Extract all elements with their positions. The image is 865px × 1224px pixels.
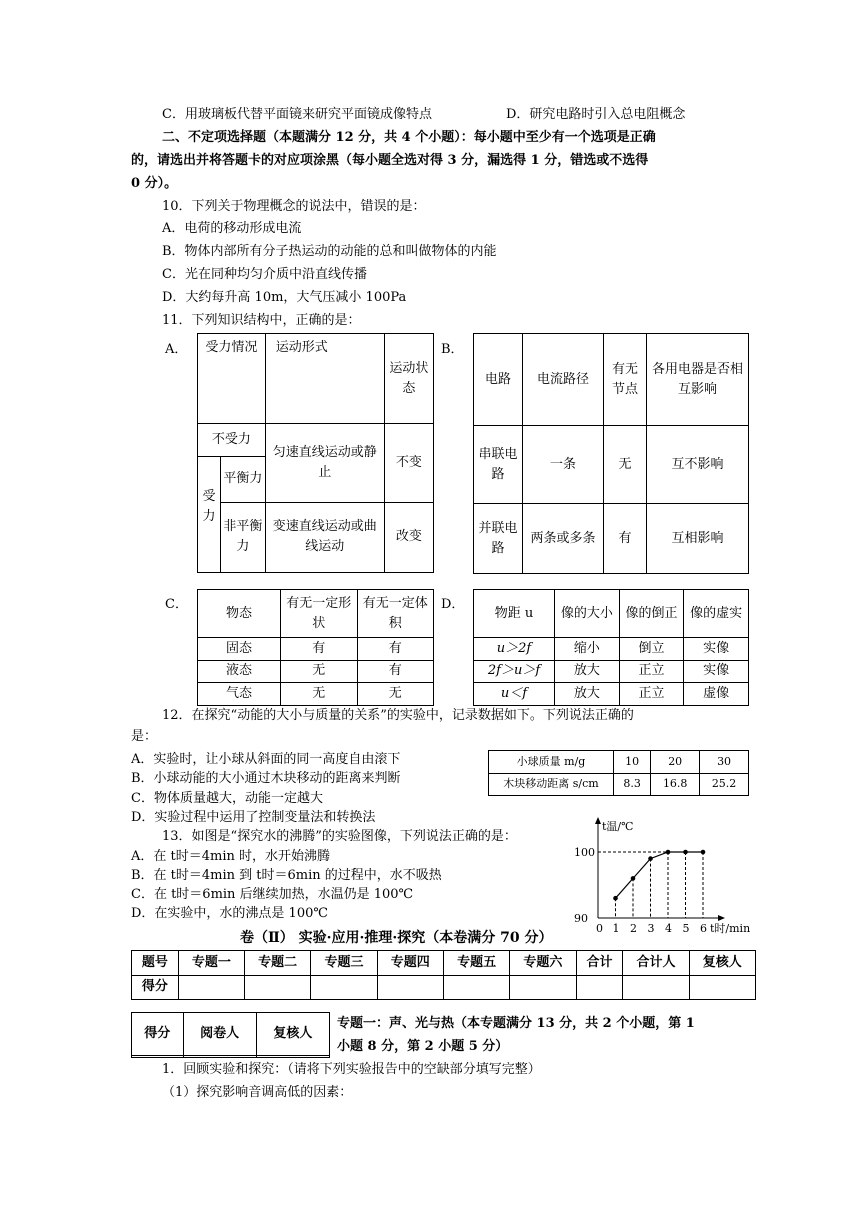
tb-r2c1: 并联电路 [474, 504, 523, 574]
ta-h1: 受力情况 [198, 334, 266, 424]
tb-r2c2: 两条或多条 [523, 504, 604, 574]
x-tick-label: 0 [596, 922, 603, 935]
td-r3c4: 虚像 [684, 683, 749, 706]
small-h1: 阅卷人 [183, 1013, 256, 1056]
data-point [683, 850, 688, 855]
tb-r2c3: 有 [604, 504, 647, 574]
x-tick-label: 4 [665, 922, 672, 935]
small-cell[interactable] [132, 1055, 184, 1057]
td-h2: 像的大小 [555, 590, 620, 638]
tc-r2c3: 有 [357, 660, 434, 683]
q10-stem: 10．下列关于物理概念的说法中，错误的是： [162, 199, 426, 214]
score-h5: 专题五 [443, 951, 509, 976]
data-point [666, 850, 671, 855]
score-h7: 合计 [576, 951, 623, 976]
q11-label-a: A． [165, 342, 188, 357]
tb-r2c4: 互相影响 [647, 504, 749, 574]
q11-label-c: C． [165, 597, 188, 612]
volume2-heading: 卷（Ⅱ） 实验·应用·推理·探究（本卷满分 70 分） [240, 930, 553, 946]
td-r1c3: 倒立 [619, 638, 684, 661]
small-cell[interactable] [256, 1055, 329, 1057]
score-h9: 复核人 [689, 951, 755, 976]
section2-heading-2: 的，请选出并将答题卡的对应项涂黑（每小题全选对得 3 分，漏选得 1 分，错选或不选得 [131, 153, 649, 168]
td-r2c4: 实像 [684, 660, 749, 683]
tb-h3: 有无节点 [604, 334, 647, 426]
tc-h1: 物态 [198, 590, 281, 638]
q9-option-d: D．研究电路时引入总电阻概念 [506, 107, 686, 122]
q12-r1c1: 小球质量 m/g [489, 751, 614, 774]
score-r2-label: 得分 [132, 975, 179, 1000]
td-r3c2: 放大 [555, 683, 620, 706]
td-r2c3: 正立 [619, 660, 684, 683]
score-cell[interactable] [443, 975, 509, 1000]
y-axis-label: t温/℃ [602, 820, 634, 833]
data-point [613, 896, 618, 901]
score-h8: 合计人 [623, 951, 689, 976]
score-h1: 专题一 [178, 951, 244, 976]
q12-stem-2: 是： [131, 729, 158, 744]
score-cell[interactable] [178, 975, 244, 1000]
score-h6: 专题六 [510, 951, 576, 976]
ta-r3c2: 变速直线运动或曲线运动 [265, 502, 384, 572]
ta-r3c1: 非平衡力 [220, 502, 265, 572]
q11-label-d: D． [441, 597, 465, 612]
tb-h1: 电路 [474, 334, 523, 426]
q1-stem [162, 1060, 541, 1080]
q13-stem: 13．如图是“探究水的沸腾”的实验图像，下列说法正确的是： [162, 829, 517, 844]
x-axis-arrow [718, 915, 725, 921]
tc-r1c1: 固态 [198, 638, 281, 661]
td-r1c2: 缩小 [555, 638, 620, 661]
data-point [631, 876, 636, 881]
q11-stem: 11．下列知识结构中，正确的是： [162, 313, 361, 328]
td-h4: 像的虚实 [684, 590, 749, 638]
score-h4: 专题四 [377, 951, 443, 976]
q12-option-d: D．实验过程中运用了控制变量法和转换法 [131, 810, 376, 825]
q12-r1c2: 10 [614, 751, 651, 774]
small-h0: 得分 [132, 1013, 184, 1056]
ta-shouli: 受力 [198, 456, 221, 573]
score-h3: 专题三 [311, 951, 377, 976]
q12-option-a: A．实验时，让小球从斜面的同一高度自由滚下 [131, 752, 401, 767]
q12-r1c3: 20 [651, 751, 700, 774]
td-h1: 物距 u [474, 590, 555, 638]
tc-r2c2: 无 [281, 660, 358, 683]
q12-r2c4: 25.2 [700, 773, 749, 796]
x-tick-label: 2 [630, 922, 637, 935]
x-tick-label: 3 [647, 922, 655, 935]
q11-table-c [197, 589, 434, 706]
ta-r1c1: 不受力 [198, 424, 266, 456]
section2-heading: 二、不定项选择题（本题满分 12 分，共 4 个小题）：每小题中至少有一个选项是正确 [162, 130, 656, 145]
ta-r1c2: 匀速直线运动或静止 [265, 424, 384, 502]
topic1-score-table [131, 1012, 330, 1058]
q12-r2c2: 8.3 [614, 773, 651, 796]
y-axis-arrow [595, 817, 601, 824]
tb-r1c3: 无 [604, 426, 647, 504]
q1-text: 1．回顾实验和探究：（请将下列实验报告中的空缺部分填写完整） [162, 1062, 541, 1077]
q12-data-table [488, 750, 749, 796]
q13-option-a: A．在 t时＝4min 时，水开始沸腾 [131, 849, 331, 864]
score-cell[interactable] [245, 975, 311, 1000]
q12-r2c3: 16.8 [651, 773, 700, 796]
tc-h3: 有无一定体积 [357, 590, 434, 638]
tc-r2c1: 液态 [198, 660, 281, 683]
td-r2c1: 2f＞u＞f [474, 660, 555, 683]
q12-option-c: C．物体质量越大，动能一定越大 [131, 791, 323, 806]
y-tick-label: 90 [574, 912, 588, 925]
tc-r3c1: 气态 [198, 683, 281, 706]
tb-r1c4: 互不影响 [647, 426, 749, 504]
td-r3c1: u＜f [474, 683, 555, 706]
q11-label-b: B． [441, 342, 464, 357]
tc-r1c3: 有 [357, 638, 434, 661]
q10-option-c: C．光在同种均匀介质中沿直线传播 [162, 267, 367, 282]
tb-h4: 各用电器是否相互影响 [647, 334, 749, 426]
score-cell[interactable] [377, 975, 443, 1000]
q10-option-a: A．电荷的移动形成电流 [162, 221, 302, 236]
boiling-chart [560, 814, 760, 936]
y-tick-label: 100 [574, 846, 595, 859]
score-table [131, 950, 756, 1000]
q10-option-b: B．物体内部所有分子热运动的动能的总和叫做物体的内能 [162, 244, 497, 259]
tb-h2: 电流路径 [523, 334, 604, 426]
score-cell[interactable] [311, 975, 377, 1000]
ta-r3c3: 改变 [384, 502, 433, 572]
td-r1c1: u＞2f [474, 638, 555, 661]
data-point [648, 856, 653, 861]
topic1-heading: 专题一：声、光与热（本专题满分 13 分，共 2 个小题，第 1 [337, 1016, 695, 1031]
tb-r1c1: 串联电路 [474, 426, 523, 504]
ta-r1c3: 不变 [384, 424, 433, 502]
td-h3: 像的倒正 [619, 590, 684, 638]
x-axis-label: t时/min [710, 922, 751, 935]
ta-pingheng: 平衡力 [220, 456, 265, 502]
td-r2c2: 放大 [555, 660, 620, 683]
td-r1c4: 实像 [684, 638, 749, 661]
score-h2: 专题二 [245, 951, 311, 976]
score-h0: 题号 [132, 951, 179, 976]
x-tick-label: 1 [612, 922, 620, 935]
x-tick-label: 5 [682, 922, 690, 935]
small-cell[interactable] [183, 1055, 256, 1057]
score-cell[interactable] [576, 975, 623, 1000]
tc-h2: 有无一定形状 [281, 590, 358, 638]
tc-r3c2: 无 [281, 683, 358, 706]
tc-r3c3: 无 [357, 683, 434, 706]
section2-heading-3: 0 分）。 [131, 176, 178, 191]
temperature-line [616, 852, 704, 898]
ta-h3: 运动状态 [384, 334, 433, 424]
tc-r1c2: 有 [281, 638, 358, 661]
tb-r1c2: 一条 [523, 426, 604, 504]
q10-option-d: D．大约每升高 10m，大气压减小 100Pa [162, 290, 407, 305]
td-r3c3: 正立 [619, 683, 684, 706]
score-cell[interactable] [623, 975, 689, 1000]
q11-table-d [473, 589, 749, 706]
data-point [701, 850, 706, 855]
q1-sub1: （1）探究影响音调高低的因素： [162, 1085, 353, 1100]
score-cell[interactable] [689, 975, 755, 1000]
score-cell[interactable] [510, 975, 576, 1000]
small-h2: 复核人 [256, 1013, 329, 1056]
q12-option-b: B．小球动能的大小通过木块移动的距离来判断 [131, 771, 401, 786]
q12-r1c4: 30 [700, 751, 749, 774]
q11-table-b [473, 333, 749, 574]
q11-table-a [197, 333, 434, 573]
q13-option-d: D．在实验中，水的沸点是 100℃ [131, 906, 328, 921]
topic1-heading-2: 小题 8 分，第 2 小题 5 分） [337, 1039, 509, 1054]
q9-option-c: C．用玻璃板代替平面镜来研究平面镜成像特点 [162, 107, 432, 122]
x-tick-label: 6 [700, 922, 707, 935]
q13-option-c: C．在 t时＝6min 后继续加热，水温仍是 100℃ [131, 887, 414, 902]
q12-r2c1: 木块移动距离 s/cm [489, 773, 614, 796]
q13-option-b: B．在 t时＝4min 到 t时＝6min 的过程中，水不吸热 [131, 868, 442, 883]
q12-stem: 12．在探究“动能的大小与质量的关系”的实验中，记录数据如下。下列说法正确的 [162, 708, 634, 723]
ta-h2: 运动形式 [265, 334, 384, 424]
